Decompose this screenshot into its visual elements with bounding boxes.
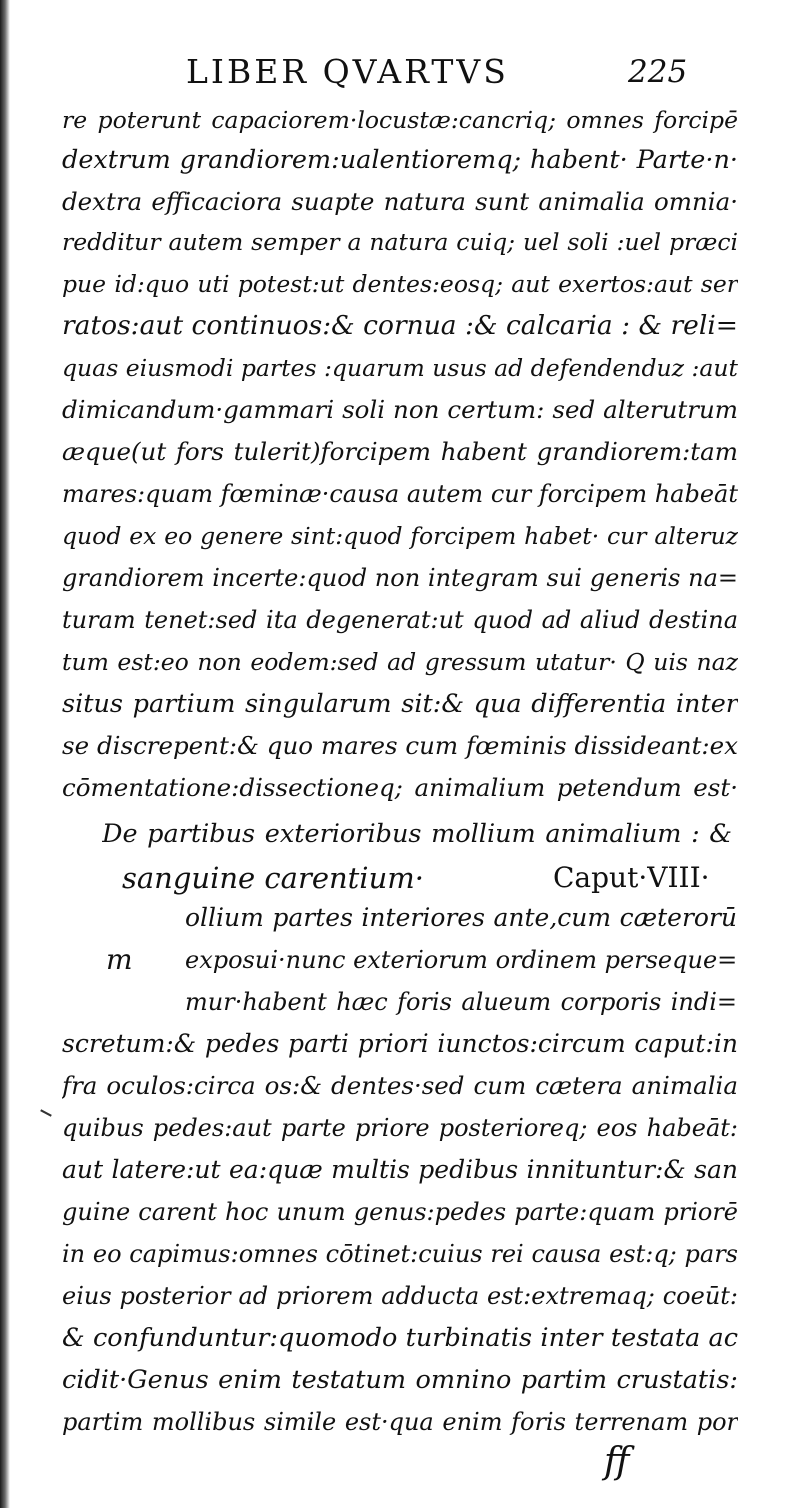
text-line: tum est:eo non eodem:sed ad gressum utatur· Q uis naz [62, 648, 738, 676]
text-line: dextra efficaciora suapte natura sunt animalia omnia· [62, 187, 738, 216]
text-line: cōmentatione:dissectioneq; animalium petendum est· [62, 773, 738, 802]
text-line: turam tenet:sed ita degenerat:ut quod ad aliud destina [62, 606, 738, 634]
text-line: mares:quam fœminæ·causa autem cur forcipem habeāt [62, 480, 738, 508]
text-line: cidit·Genus enim testatum omnino partim crustatis: [62, 1365, 738, 1395]
text-line: quod ex eo genere sint:quod forcipem habet· cur alteruz [62, 522, 738, 550]
text-line: situs partium singularum sit:& qua differentia inter [62, 689, 738, 719]
stray-ink-mark [40, 1109, 52, 1116]
text-line: quibus pedes:aut parte priore posterioreq; eos habeāt: [62, 1114, 738, 1142]
text-line: se discrepent:& quo mares cum fœminis dissideant:ex [62, 731, 738, 760]
signature-mark: ff [604, 1441, 630, 1482]
text-line: pue id:quo uti potest:ut dentes:eosq; aut exertos:aut ser [62, 270, 738, 298]
text-line: quas eiusmodi partes :quarum usus ad defendenduz :aut [62, 354, 738, 382]
running-title: LIBER QVARTVS [186, 52, 509, 91]
text-line: exposui·nunc exteriorum ordinem perseque= [185, 946, 737, 974]
text-line: scretum:& pedes parti priori iunctos:circum caput:in [62, 1029, 738, 1058]
text-line: partim mollibus simile est·qua enim foris terrenam por [62, 1408, 738, 1436]
text-line: re poterunt capaciorem·locustæ:cancriq; omnes forcipē [62, 106, 738, 134]
text-line: ollium partes interiores ante,cum cæterorū [185, 903, 737, 932]
text-line: mur·habent hæc foris alueum corporis indi= [185, 988, 737, 1016]
text-line: redditur autem semper a natura cuiq; uel soli :uel præci [62, 228, 738, 256]
chapter-heading-line: sanguine carentium· [122, 861, 424, 895]
text-line: aut latere:ut ea:quæ multis pedibus innituntur:& san [62, 1155, 738, 1184]
text-line: & confunduntur:quomodo turbinatis inter testata ac [62, 1323, 738, 1353]
initial-guide-letter: m [106, 943, 133, 976]
chapter-number: Caput·VIII· [553, 861, 710, 894]
text-line: eius posterior ad priorem adducta est:extremaq; coeūt: [62, 1282, 738, 1310]
text-line: in eo capimus:omnes cōtinet:cuius rei causa est:q; pars [62, 1240, 738, 1268]
text-line: dextrum grandiorem:ualentioremq; habent· Parte·n· [62, 145, 738, 175]
chapter-heading-line: De partibus exterioribus mollium animalium : & [102, 819, 732, 849]
text-line: guine carent hoc unum genus:pedes parte:quam priorē [62, 1198, 738, 1226]
text-line: grandiorem incerte:quod non integram sui generis na= [62, 564, 738, 592]
page-number: 225 [628, 54, 688, 90]
page-header [0, 52, 800, 96]
text-line: fra oculos:circa os:& dentes·sed cum cætera animalia [62, 1071, 738, 1100]
text-line: æque(ut fors tulerit)forcipem habent grandiorem:tam [62, 437, 738, 466]
text-line: ratos:aut continuos:& cornua :& calcaria : & reli= [62, 310, 738, 341]
text-line: dimicandum·gammari soli non certum: sed alterutrum [62, 395, 738, 424]
